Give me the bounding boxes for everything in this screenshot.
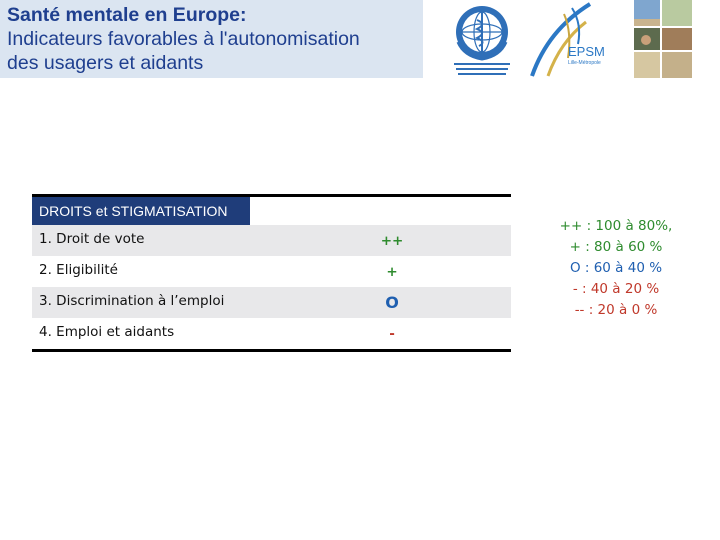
- legend: [528, 216, 704, 321]
- row-label: 1. Droit de vote: [39, 231, 145, 247]
- legend-line: -- : 20 à 0 %: [574, 302, 658, 318]
- table-row: [32, 256, 511, 287]
- photo-strip-icon: [634, 0, 692, 78]
- table-header-bar: [32, 194, 511, 225]
- epsm-text: EPSM: [568, 44, 605, 59]
- row-value: -: [389, 326, 395, 342]
- who-logo-icon: [446, 2, 518, 78]
- epsm-logo-icon: [528, 0, 628, 78]
- row-value: ++: [380, 233, 404, 249]
- row-label: 3. Discrimination à l’emploi: [39, 293, 225, 309]
- epsm-subtext: Lille-Métropole: [568, 60, 601, 66]
- legend-line: O : 60 à 40 %: [569, 260, 663, 276]
- table-row: [32, 318, 511, 349]
- table-row: [32, 225, 511, 256]
- title-line-2: Indicateurs favorables à l'autonomisation: [7, 28, 360, 50]
- table-bottom-rule: [32, 349, 511, 352]
- legend-line: + : 80 à 60 %: [569, 239, 663, 255]
- row-label: 4. Emploi et aidants: [39, 324, 175, 340]
- slide-title: [7, 3, 419, 75]
- row-label: 2. Eligibilité: [39, 262, 118, 278]
- row-value: O: [385, 293, 399, 312]
- table-row: [32, 287, 511, 318]
- title-line-3: des usagers et aidants: [7, 52, 204, 74]
- table-header: DROITS et STIGMATISATION: [32, 197, 250, 225]
- row-value: +: [386, 264, 398, 280]
- legend-line: - : 40 à 20 %: [572, 281, 660, 297]
- legend-line: ++ : 100 à 80%,: [559, 218, 673, 234]
- title-line-1: Santé mentale en Europe:: [7, 4, 247, 26]
